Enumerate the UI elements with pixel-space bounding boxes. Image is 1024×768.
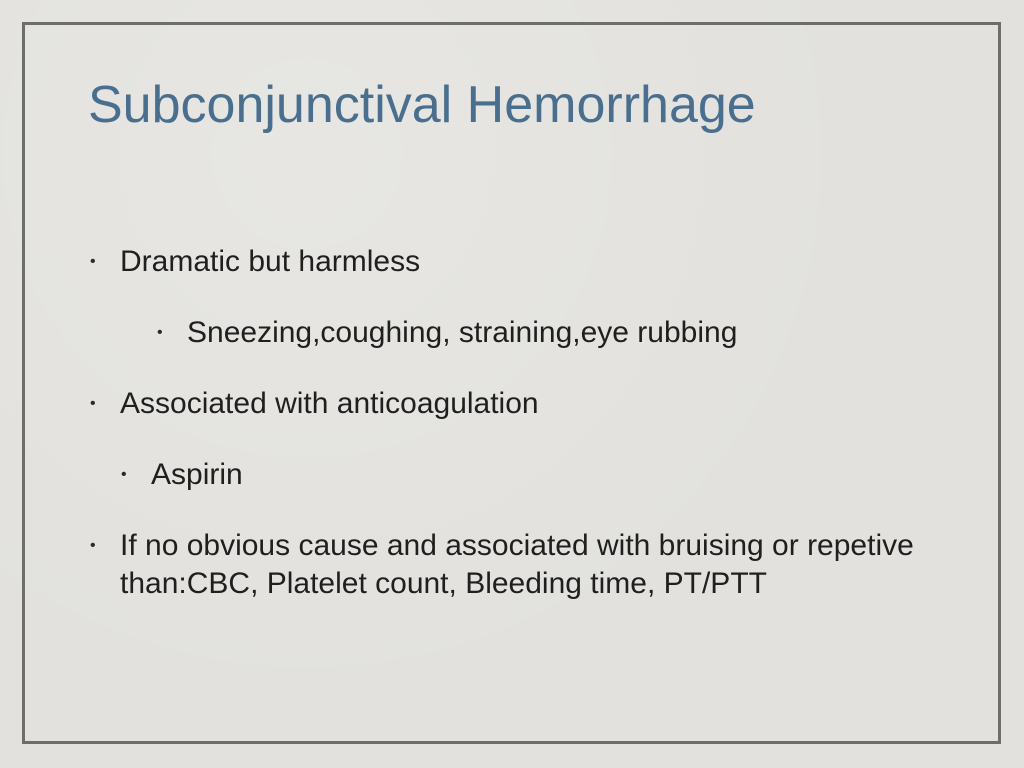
sub-bullet-item: Sneezing,coughing, straining,eye rubbing	[187, 316, 738, 349]
sub-bullet-marker: •	[157, 324, 163, 341]
sub-bullet-item: Aspirin	[151, 458, 243, 491]
bullet-marker: •	[90, 537, 96, 554]
bullet-item: If no obvious cause and associated with bruising or repetive than:CBC, Platelet count, Bleeding time, PT/PTT	[120, 529, 914, 600]
bullet-marker: •	[90, 253, 96, 270]
bullet-item: Associated with anticoagulation	[120, 387, 539, 420]
bullet-marker: •	[90, 395, 96, 412]
bullet-item: Dramatic but harmless	[120, 245, 421, 278]
slide-title: Subconjunctival Hemorrhage	[88, 76, 756, 134]
sub-bullet-marker: •	[121, 466, 127, 483]
